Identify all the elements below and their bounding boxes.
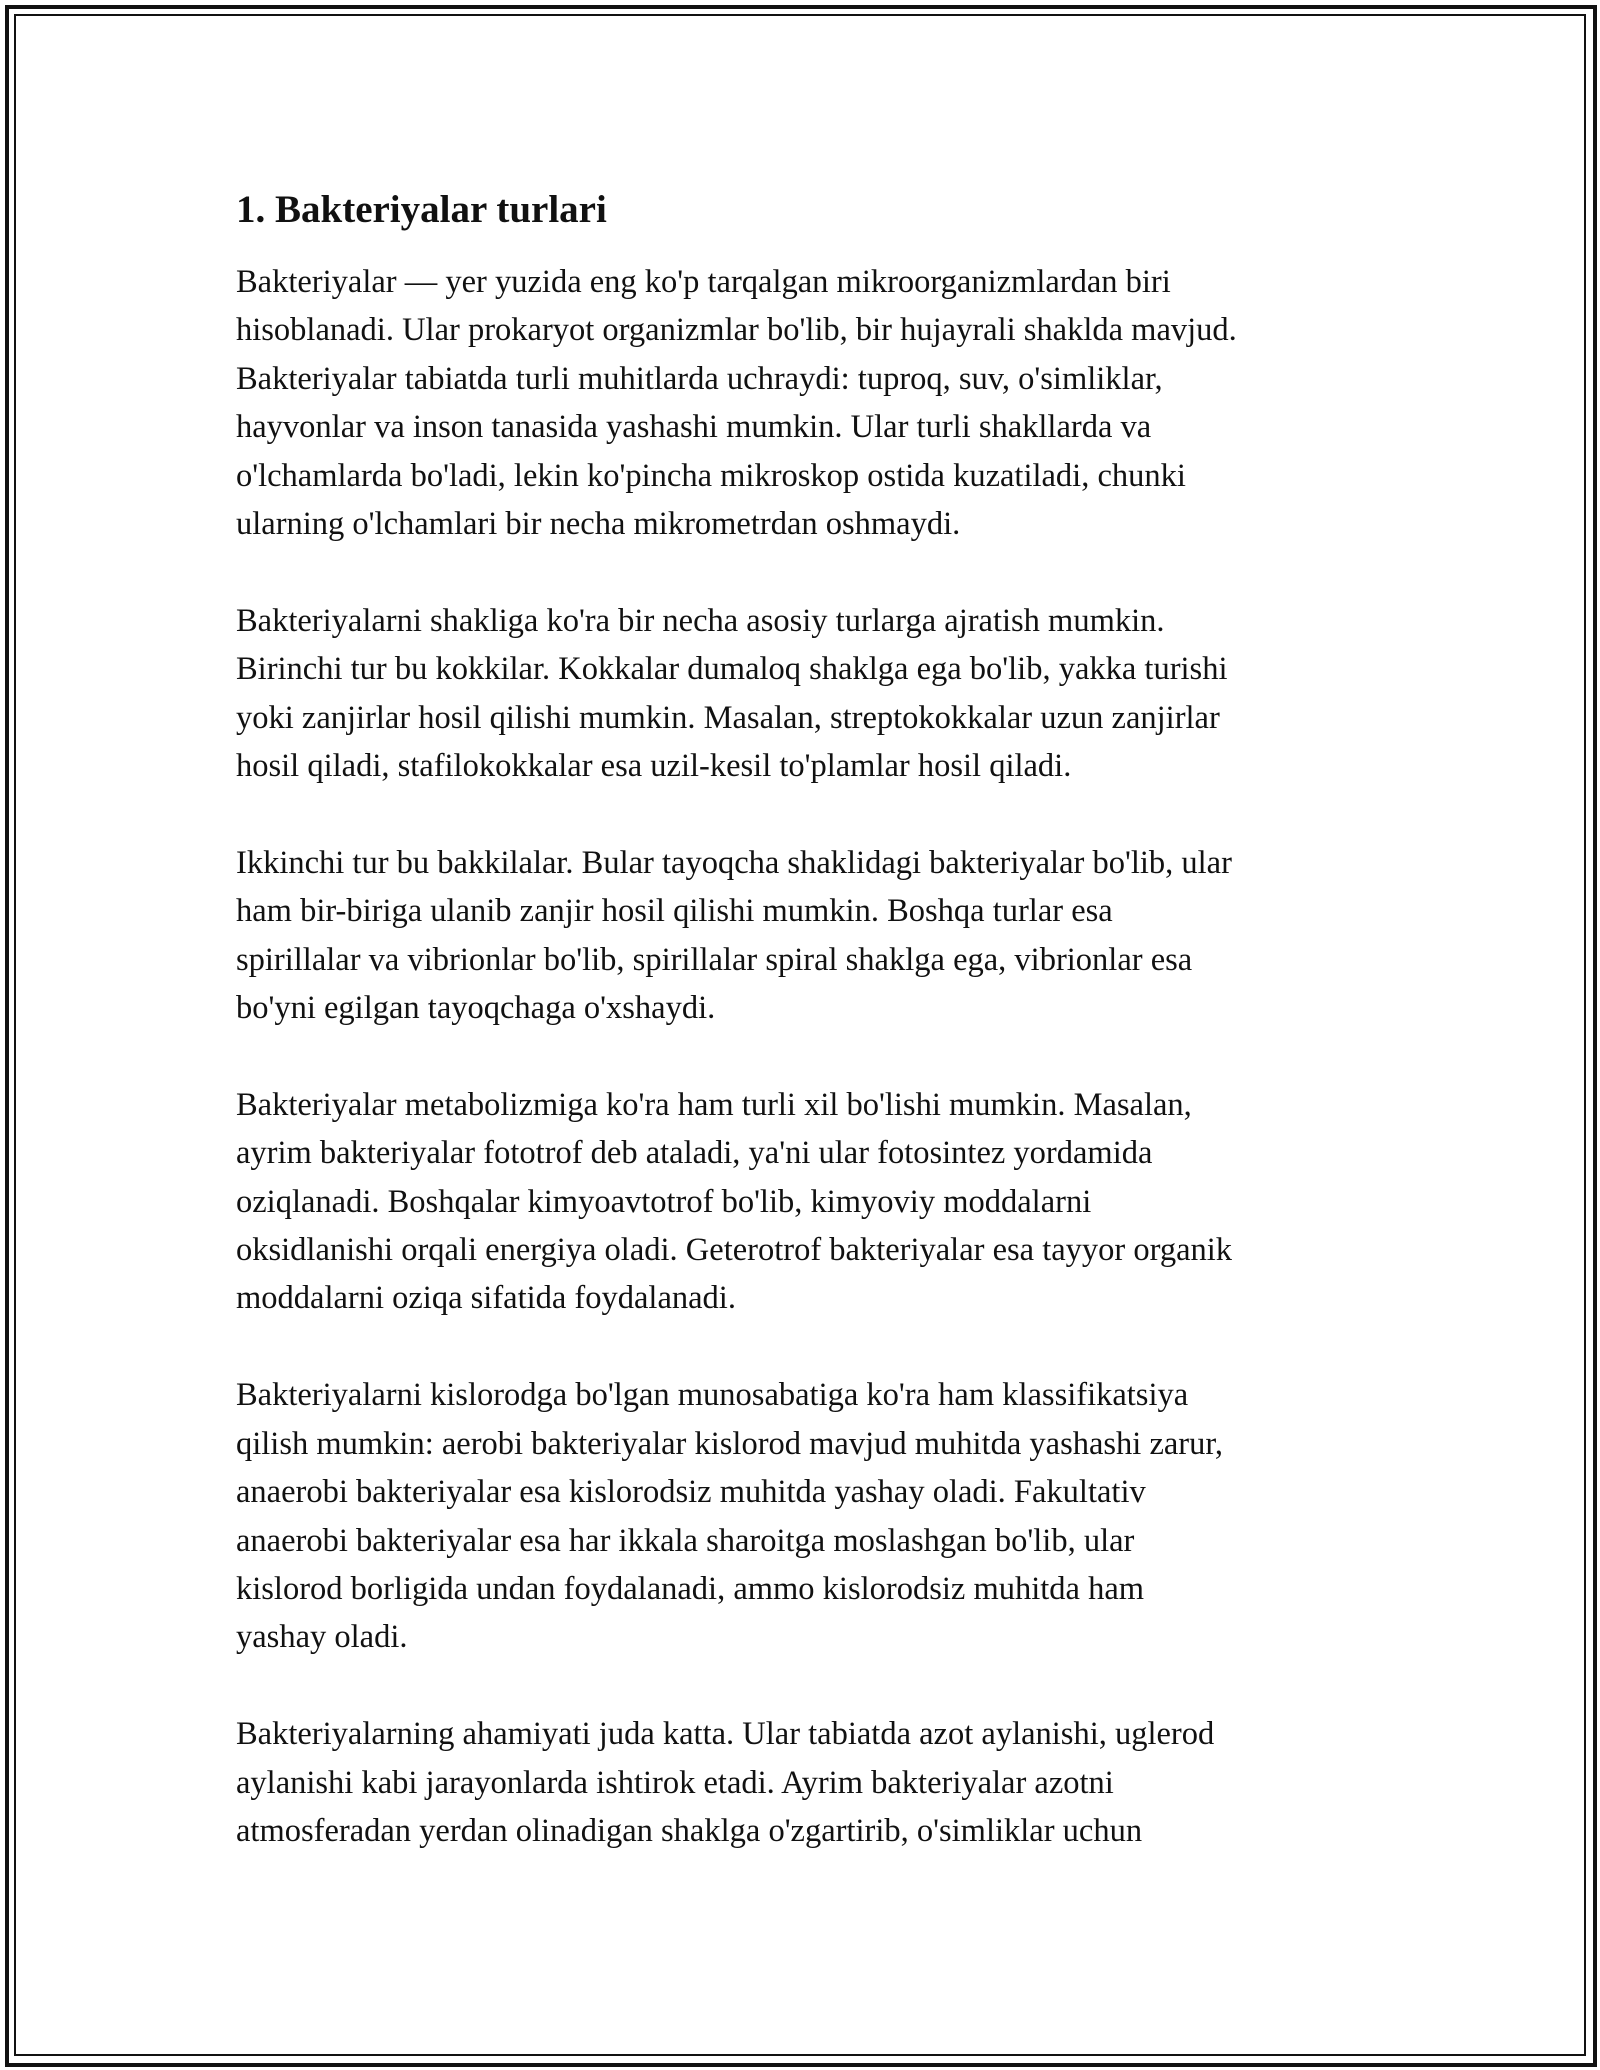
text-line: hayvonlar va inson tanasida yashashi mumkin. Ular turli shakllarda va <box>236 409 1152 446</box>
text-line: anaerobi bakteriyalar esa kislorodsiz muhitda yashay oladi. Fakultativ <box>236 1474 1146 1511</box>
text-line: ham bir-biriga ulanib zanjir hosil qilishi mumkin. Boshqa turlar esa <box>236 893 1113 930</box>
text-line: atmosferadan yerdan olinadigan shaklga o'zgartirib, o'simliklar uchun <box>236 1812 1143 1849</box>
text-line: Bakteriyalar — yer yuzida eng ko'p tarqalgan mikroorganizmlardan biri <box>236 264 1171 300</box>
text-line: Bakteriyalarni kislorodga bo'lgan munosabatiga ko'ra ham klassifikatsiya <box>236 1377 1189 1414</box>
text-line: oziqlanadi. Boshqalar kimyoavtotrof bo'lib, kimyoviy moddalarni <box>236 1183 1092 1220</box>
text-line: hosil qiladi, stafilokokkalar esa uzil-kesil to'plamlar hosil qiladi. <box>236 748 1072 785</box>
section-heading: 1. Bakteriyalar turlari <box>236 188 607 231</box>
paragraph <box>236 1081 1376 1323</box>
text-line: qilish mumkin: aerobi bakteriyalar kislorod mavjud muhitda yashashi zarur, <box>236 1425 1224 1462</box>
text-line: ayrim bakteriyalar fototrof deb ataladi, ya'ni ular fotosintez yordamida <box>236 1135 1153 1172</box>
paragraph <box>236 839 1376 1033</box>
text-line: o'lchamlarda bo'ladi, lekin ko'pincha mikroskop ostida kuzatiladi, chunki <box>236 457 1186 494</box>
document-body <box>236 186 1376 1904</box>
text-line: Bakteriyalarning ahamiyati juda katta. Ular tabiatda azot aylanishi, uglerod <box>236 1716 1215 1753</box>
text-line: Bakteriyalar tabiatda turli muhitlarda uchraydi: tuproq, suv, o'simliklar, <box>236 360 1163 397</box>
text-line: anaerobi bakteriyalar esa har ikkala sharoitga moslashgan bo'lib, ular <box>236 1522 1135 1559</box>
paragraph <box>236 258 1376 548</box>
paragraph <box>236 597 1376 791</box>
text-line: Bakteriyalar metabolizmiga ko'ra ham turli xil bo'lishi mumkin. Masalan, <box>236 1086 1192 1123</box>
text-line: yoki zanjirlar hosil qilishi mumkin. Masalan, streptokokkalar uzun zanjirlar <box>236 699 1220 736</box>
text-line: ularning o'lchamlari bir necha mikrometrdan oshmaydi. <box>236 506 961 543</box>
text-line: hisoblanadi. Ular prokaryot organizmlar bo'lib, bir hujayrali shaklda mavjud. <box>236 312 1237 349</box>
paragraph <box>236 1710 1376 1855</box>
paragraph <box>236 1371 1376 1661</box>
text-line: Bakteriyalarni shakliga ko'ra bir necha asosiy turlarga ajratish mumkin. <box>236 602 1165 639</box>
text-line: oksidlanishi orqali energiya oladi. Geterotrof bakteriyalar esa tayyor organik <box>236 1232 1233 1269</box>
text-line: kislorod borligida undan foydalanadi, ammo kislorodsiz muhitda ham <box>236 1570 1145 1607</box>
text-line: aylanishi kabi jarayonlarda ishtirok etadi. Ayrim bakteriyalar azotni <box>236 1764 1114 1801</box>
text-line: Ikkinchi tur bu bakkilalar. Bular tayoqcha shaklidagi bakteriyalar bo'lib, ular <box>236 844 1232 881</box>
text-line: bo'yni egilgan tayoqchaga o'xshaydi. <box>236 990 716 1027</box>
text-line: yashay oladi. <box>236 1619 408 1656</box>
text-line: moddalarni oziqa sifatida foydalanadi. <box>236 1280 736 1317</box>
text-line: spirillalar va vibrionlar bo'lib, spirillalar spiral shaklga ega, vibrionlar esa <box>236 941 1193 978</box>
text-line: Birinchi tur bu kokkilar. Kokkalar dumaloq shaklga ega bo'lib, yakka turishi <box>236 651 1228 688</box>
